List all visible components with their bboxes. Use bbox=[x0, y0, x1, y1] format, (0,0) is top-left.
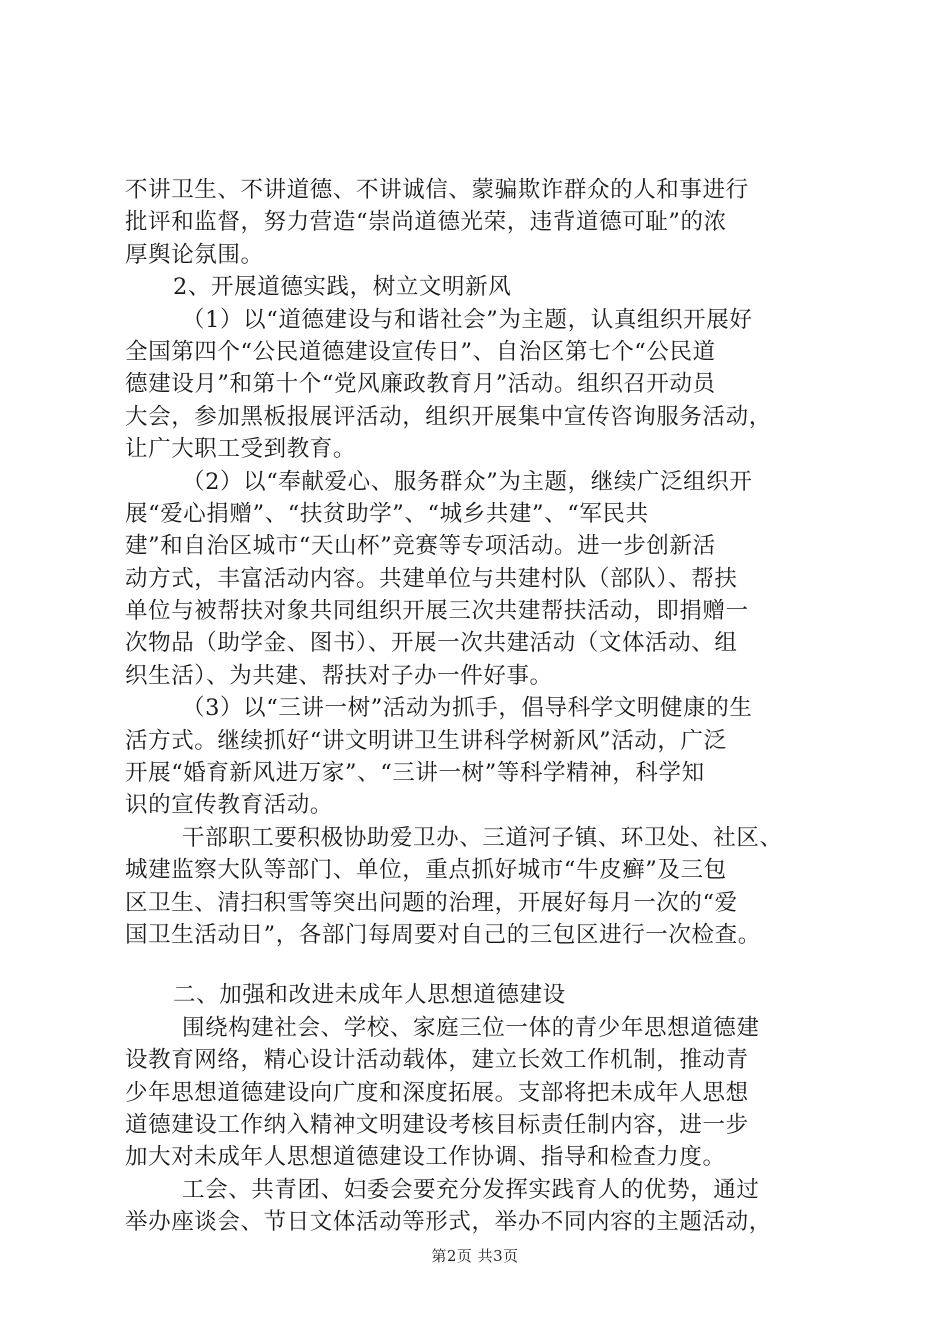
text-line: 德建设月”和第十个“党风廉政教育月”活动。组织召开动员 bbox=[125, 371, 716, 398]
paragraph-start: 干部职工要积极协助爱卫办、三道河子镇、环卫处、社区、 bbox=[182, 824, 783, 851]
text-line: 开展“婚育新风进万家”、“三讲一树”等科学精神，科学知 bbox=[125, 760, 705, 787]
section-heading: 二、加强和改进未成年人思想道德建设 bbox=[173, 982, 566, 1009]
text-line: 加大对未成年人思想道德建设工作协调、指导和检查力度。 bbox=[125, 1144, 726, 1171]
text-line: 单位与被帮扶对象共同组织开展三次共建帮扶活动，即捐赠一 bbox=[125, 598, 749, 625]
text-line: 举办座谈会、节日文体活动等形式，举办不同内容的主题活动， bbox=[125, 1209, 772, 1236]
text-line: 展“爱心捐赠”、“扶贫助学”、“城乡共建”、“军民共 bbox=[125, 500, 649, 527]
text-line: 全国第四个“公民道德建设宣传日”、自治区第七个“公民道 bbox=[125, 338, 716, 365]
section-heading: 2、开展道德实践，树立文明新风 bbox=[173, 274, 512, 301]
paragraph-start: （1）以“道德建设与和谐社会”为主题，认真组织开展好 bbox=[182, 306, 753, 333]
text-line: 让广大职工受到教育。 bbox=[125, 436, 357, 463]
text-line: 不讲卫生、不讲道德、不讲诚信、蒙骗欺诈群众的人和事进行 bbox=[125, 177, 749, 203]
text-line: 大会，参加黑板报展评活动，组织开展集中宣传咨询服务活动， bbox=[125, 403, 772, 430]
text-line: 织生活）、为共建、帮扶对子办一件好事。 bbox=[125, 662, 553, 689]
text-line: 国卫生活动日”，各部门每周要对自己的三包区进行一次检查。 bbox=[125, 921, 761, 948]
text-line: 少年思想道德建设向广度和深度拓展。支部将把未成年人思想 bbox=[125, 1079, 749, 1106]
text-line: 建”和自治区城市“天山杯”竞赛等专项活动。进一步创新活 bbox=[125, 533, 716, 560]
text-line: 活方式。继续抓好“讲文明讲卫生讲科学树新风”活动，广泛 bbox=[125, 727, 727, 754]
text-line: 批评和监督，努力营造“崇尚道德光荣，违背道德可耻”的浓 bbox=[125, 209, 727, 236]
text-line: 厚舆论氛围。 bbox=[125, 241, 264, 268]
paragraph-start: （3）以“三讲一树”活动为抓手，倡导科学文明健康的生 bbox=[182, 695, 753, 722]
paragraph-start: 围绕构建社会、学校、家庭三位一体的青少年思想道德建 bbox=[182, 1014, 760, 1041]
text-line: 次物品（助学金、图书）、开展一次共建活动（文体活动、组 bbox=[125, 630, 738, 657]
text-line: 设教育网络，精心设计活动载体，建立长效工作机制，推动青 bbox=[125, 1047, 749, 1074]
document-body bbox=[125, 174, 850, 1239]
text-line: 识的宣传教育活动。 bbox=[125, 792, 333, 819]
paragraph-start: （2）以“奉献爱心、服务群众”为主题，继续广泛组织开 bbox=[182, 468, 753, 495]
paragraph-gap bbox=[125, 951, 850, 979]
text-line: 城建监察大队等部门、单位，重点抓好城市“牛皮癣”及三包 bbox=[125, 857, 727, 884]
text-line: 道德建设工作纳入精神文明建设考核目标责任制内容，进一步 bbox=[125, 1111, 749, 1138]
text-line: 动方式，丰富活动内容。共建单位与共建村队（部队）、帮扶 bbox=[125, 565, 738, 592]
paragraph-start: 工会、共青团、妇委会要充分发挥实践育人的优势，通过 bbox=[182, 1176, 760, 1203]
text-line: 区卫生、清扫积雪等突出问题的治理，开展好每月一次的“爱 bbox=[125, 889, 738, 916]
page-number-footer: 第2页 共3页 bbox=[431, 1247, 519, 1265]
